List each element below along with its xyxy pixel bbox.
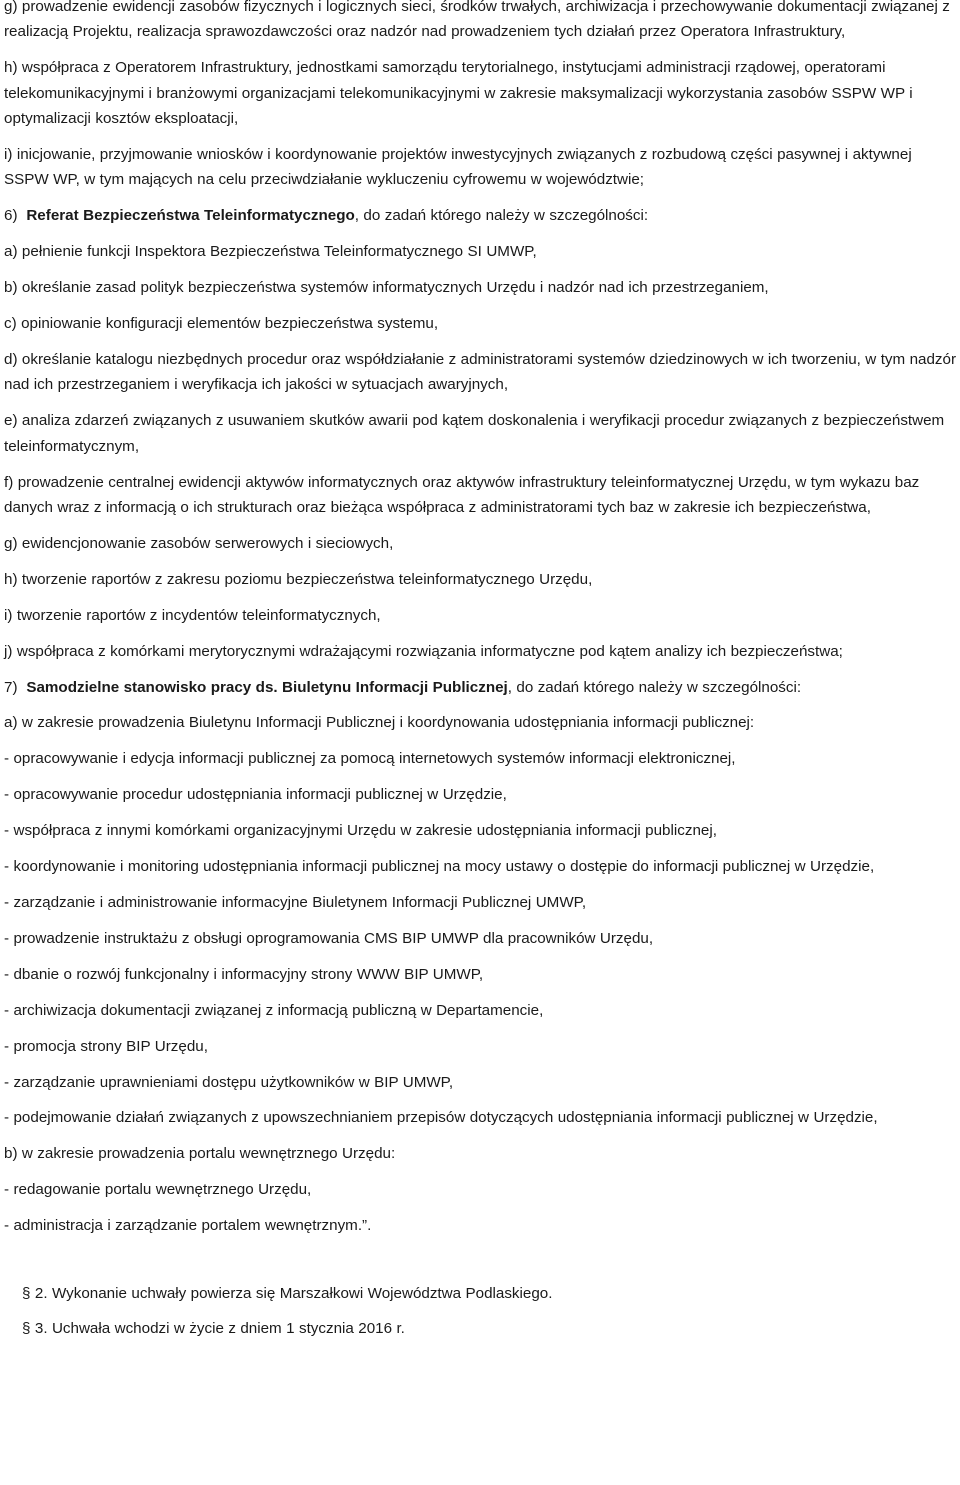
- list-item: c) opiniowanie konfiguracji elementów bezpieczeństwa systemu,: [4, 315, 439, 333]
- subsection-a-heading: a) w zakresie prowadzenia Biuletynu Informacji Publicznej i koordynowania udostępniania informacji publicznej:: [4, 714, 755, 732]
- section-intro: , do zadań którego należy w szczególności:: [354, 207, 649, 225]
- list-item: - opracowywanie i edycja informacji publicznej za pomocą internetowych systemów informacji elektronicznej,: [4, 750, 736, 768]
- subsection-b-heading: b) w zakresie prowadzenia portalu wewnętrznego Urzędu:: [4, 1145, 396, 1163]
- list-item: - redagowanie portalu wewnętrznego Urzędu,: [4, 1181, 312, 1199]
- list-item: - administracja i zarządzanie portalem wewnętrznym.”.: [4, 1217, 372, 1235]
- section-number: 6): [4, 207, 27, 225]
- section-7-heading: [0, 675, 958, 700]
- list-item: - zarządzanie i administrowanie informacyjne Biuletynem Informacji Publicznej UMWP,: [4, 893, 587, 911]
- item-g-evidence: g) prowadzenie ewidencji zasobów fizycznych i logicznych sieci, środków trwałych, archiwizacja i przechowywanie dokumentacji związanej z realizacją Projektu, realizacja sprawozdawczości oraz nadzór nad prowadzeniem tych działań przez Operatora Infrastruktury,: [4, 0, 950, 41]
- paragraph-2: § 2. Wykonanie uchwały powierza się Marszałkowi Województwa Podlaskiego.: [22, 1284, 553, 1302]
- item-h-cooperation: h) współpraca z Operatorem Infrastruktury, jednostkami samorządu terytorialnego, instytucjami administracji rządowej, operatorami telekomunikacyjnymi i branżowymi organizacjami telekomunikacyjnymi w zakresie maksymalizacji wykorzystania zasobów SSPW WP i optymalizacji kosztów eksploatacji,: [4, 59, 913, 128]
- list-item: e) analiza zdarzeń związanych z usuwaniem skutków awarii pod kątem doskonalenia i weryfikacji procedur związanych z bezpieczeństwem teleinformatycznym,: [4, 412, 945, 455]
- list-item: i) tworzenie raportów z incydentów teleinformatycznych,: [4, 606, 381, 624]
- section-title: Biuletynu Informacji Publicznej: [282, 678, 508, 696]
- list-item: - prowadzenie instruktażu z obsługi oprogramowania CMS BIP UMWP dla pracowników Urzędu,: [4, 929, 654, 947]
- section-title: Referat Bezpieczeństwa Teleinformatycznego: [26, 207, 355, 225]
- list-item: - koordynowanie i monitoring udostępniania informacji publicznej na mocy ustawy o dostępie do informacji publicznej w Urzędzie,: [4, 858, 875, 876]
- list-item: - podejmowanie działań związanych z upowszechnianiem przepisów dotyczących udostępniania informacji publicznej w Urzędzie,: [4, 1109, 878, 1127]
- list-item: - opracowywanie procedur udostępniania informacji publicznej w Urzędzie,: [4, 786, 507, 804]
- section-number: 7): [4, 678, 27, 696]
- list-item: d) określanie katalogu niezbędnych procedur oraz współdziałanie z administratorami systemów dziedzinowych w ich tworzeniu, w tym nadzór nad ich przestrzeganiem i weryfikacja ich jakości w sytuacjach awaryjnych,: [4, 350, 957, 394]
- paragraph-3: § 3. Uchwała wchodzi w życie z dniem 1 stycznia 2016 r.: [22, 1320, 405, 1338]
- section-6-heading: [0, 203, 958, 228]
- list-item: - promocja strony BIP Urzędu,: [4, 1037, 208, 1055]
- section-intro: , do zadań którego należy w szczególności:: [507, 678, 802, 696]
- list-item: - archiwizacja dokumentacji związanej z informacją publiczną w Departamencie,: [4, 1001, 544, 1019]
- list-item: - współpraca z innymi komórkami organizacyjnymi Urzędu w zakresie udostępniania informacji publicznej,: [4, 822, 717, 840]
- list-item: - zarządzanie uprawnieniami dostępu użytkowników w BIP UMWP,: [4, 1073, 454, 1091]
- list-item: j) współpraca z komórkami merytorycznymi wdrażającymi rozwiązania informatyczne pod kątem analizy ich bezpieczeństwa;: [4, 642, 843, 660]
- section-title: Samodzielne stanowisko pracy ds.: [26, 678, 278, 696]
- list-item: b) określanie zasad polityk bezpieczeństwa systemów informatycznych Urzędu i nadzór nad ich przestrzeganiem,: [4, 279, 769, 297]
- item-i-initiating: i) inicjowanie, przyjmowanie wniosków i koordynowanie projektów inwestycyjnych związanych z rozbudową części pasywnej i aktywnej SSPW WP, w tym mających na celu przeciwdziałanie wykluczeniu cyfrowemu w województwie;: [4, 146, 912, 189]
- list-item: - dbanie o rozwój funkcjonalny i informacyjny strony WWW BIP UMWP,: [4, 965, 484, 983]
- list-item: g) ewidencjonowanie zasobów serwerowych i sieciowych,: [4, 534, 394, 552]
- list-item: a) pełnienie funkcji Inspektora Bezpieczeństwa Teleinformatycznego SI UMWP,: [4, 243, 537, 261]
- list-item: f) prowadzenie centralnej ewidencji aktywów informatycznych oraz aktywów infrastruktury teleinformatycznej Urzędu, w tym wykazu baz danych wraz z informacją o ich strukturach oraz bieżąca współpraca z administratorami tych baz w zakresie ich bezpieczeństwa,: [4, 473, 920, 516]
- list-item: h) tworzenie raportów z zakresu poziomu bezpieczeństwa teleinformatycznego Urzędu,: [4, 570, 593, 588]
